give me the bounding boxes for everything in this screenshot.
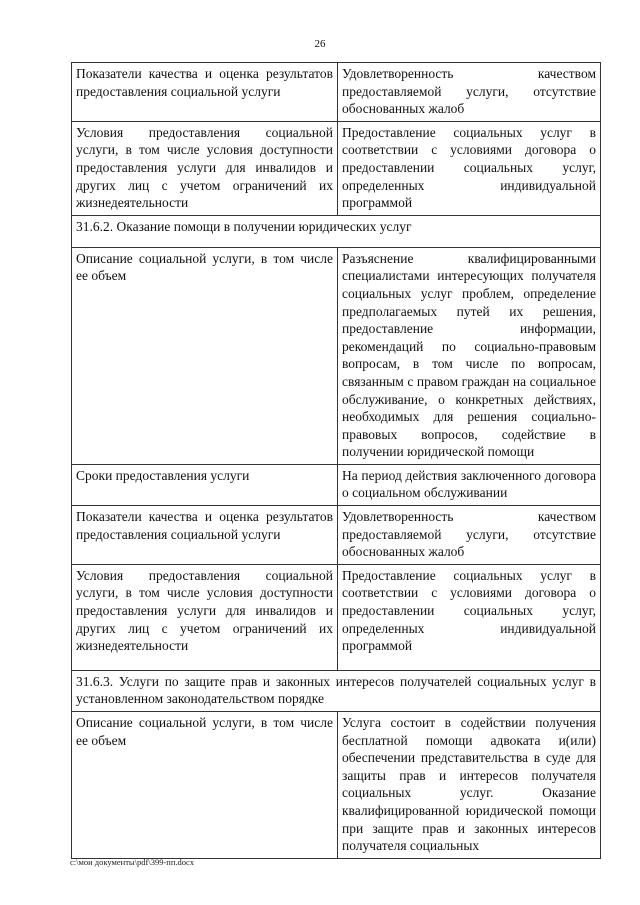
section-heading: 31.6.2. Оказание помощи в получении юридических услуг [72, 215, 601, 247]
table-row [72, 121, 601, 215]
row-label: Показатели качества и оценка результатов предоставления социальной услуги [72, 506, 338, 565]
table-row [72, 564, 601, 670]
section-row [72, 215, 601, 247]
row-label: Условия предоставления социальной услуги, в том числе условия доступности предоставления услуги для инвалидов и других лиц с учетом ограничений их жизнедеятельности [72, 121, 338, 215]
file-path-footer: c:\мои документы\pdf\399-пп.docx [70, 857, 195, 867]
page-number: 26 [314, 38, 326, 50]
table-row [72, 464, 601, 505]
row-value: Предоставление социальных услуг в соответствии с условиями договора о предоставлении социальных услуг, определенных индивидуальной программой [338, 564, 601, 670]
table-row [72, 63, 601, 122]
table-row [72, 506, 601, 565]
table-row [72, 247, 601, 464]
row-value: На период действия заключенного договора о социальном обслуживании [338, 464, 601, 505]
row-value: Услуга состоит в содействии получения бесплатной помощи адвоката и(или) обеспечении представительства в суде для защиты прав и интересов получателя социальных услуг. Оказание квалифицированной юридической помощи при защите прав и законных интересов получателя социальных [338, 712, 601, 859]
row-value: Разъяснение квалифицированными специалистами интересующих получателя социальных услуг проблем, определение предполагаемых путей их решения, предоставление информации, рекомендаций по социально-правовым вопросам, в том числе по вопросам, связанным с правом граждан на социальное обслуживание, о конкретных действиях, необходимых для решения социально-правовых вопросов, содействие в получении юридической помощи [338, 247, 601, 464]
row-value: Удовлетворенность качеством предоставляемой услуги, отсутствие обоснованных жалоб [338, 63, 601, 122]
services-table [71, 62, 601, 859]
section-row [72, 670, 601, 711]
row-value: Удовлетворенность качеством предоставляемой услуги, отсутствие обоснованных жалоб [338, 506, 601, 565]
row-label: Описание социальной услуги, в том числе ее объем [72, 247, 338, 464]
table-row [72, 712, 601, 859]
row-label: Условия предоставления социальной услуги, в том числе условия доступности предоставления услуги для инвалидов и других лиц с учетом ограничений их жизнедеятельности [72, 564, 338, 670]
row-label: Показатели качества и оценка результатов предоставления социальной услуги [72, 63, 338, 122]
section-heading: 31.6.3. Услуги по защите прав и законных интересов получателей социальных услуг в установленном законодательством порядке [72, 670, 601, 711]
row-label: Сроки предоставления услуги [72, 464, 338, 505]
row-value: Предоставление социальных услуг в соответствии с условиями договора о предоставлении социальных услуг, определенных индивидуальной программой [338, 121, 601, 215]
row-label: Описание социальной услуги, в том числе ее объем [72, 712, 338, 859]
